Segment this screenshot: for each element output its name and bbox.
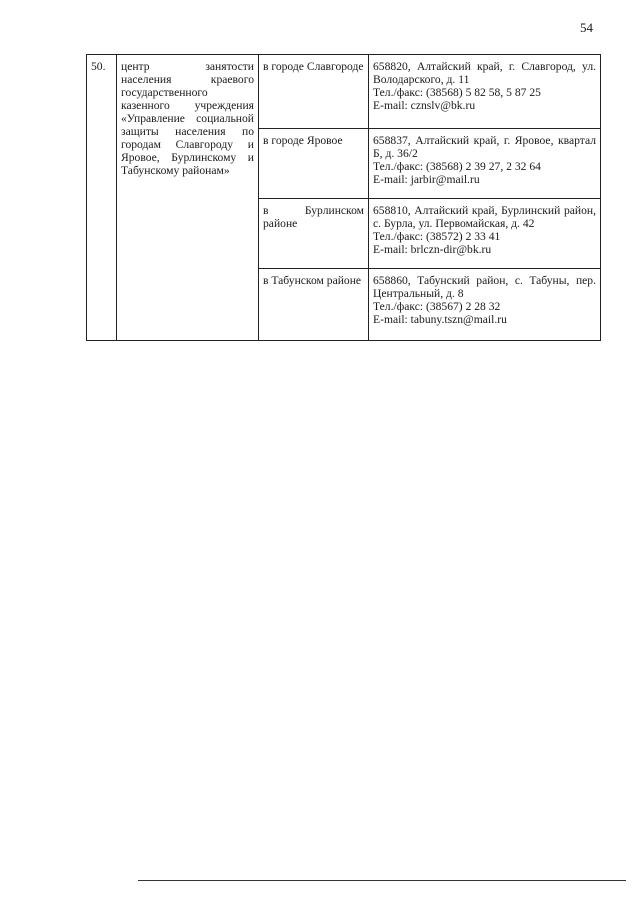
- organization-name-cell: центр занятости населения краевого государственного казенного учреждения «Управление социальной защиты населения по городам Славгороду и Яровое, Бурлинскому и Табунскому районам»: [117, 55, 259, 341]
- office-email: E-mail: tabuny.tszn@mail.ru: [373, 313, 507, 326]
- office-address: 658820, Алтайский край, г. Славгород, ул. Володарского, д. 11: [373, 60, 596, 86]
- office-location-cell: в городе Славгороде: [259, 55, 369, 129]
- office-address: 658860, Табунский район, с. Табуны, пер. Центральный, д. 8: [373, 274, 596, 300]
- row-number-cell: 50.: [87, 55, 117, 341]
- office-address: 658810, Алтайский край, Бурлинский район, с. Бурла, ул. Первомайская, д. 42: [373, 204, 596, 230]
- office-location-cell: в городе Яровое: [259, 129, 369, 199]
- page-number: 54: [580, 20, 593, 35]
- office-location-cell: в Бурлинском районе: [259, 199, 369, 269]
- office-contacts-cell: [369, 55, 601, 129]
- office-phone: Тел./факс: (38568) 2 39 27, 2 32 64: [373, 160, 541, 173]
- office-contacts-cell: [369, 129, 601, 199]
- office-contacts-cell: [369, 199, 601, 269]
- contacts-table: [86, 54, 601, 341]
- table-row: [87, 55, 601, 129]
- office-address: 658837, Алтайский край, г. Яровое, квартал Б, д. 36/2: [373, 134, 596, 160]
- office-location-cell: в Табунском районе: [259, 269, 369, 341]
- office-contacts-cell: [369, 269, 601, 341]
- bottom-scan-line: [138, 880, 626, 881]
- office-email: E-mail: jarbir@mail.ru: [373, 173, 480, 186]
- office-email: E-mail: brlczn-dir@bk.ru: [373, 243, 492, 256]
- office-phone: Тел./факс: (38572) 2 33 41: [373, 230, 501, 243]
- office-phone: Тел./факс: (38567) 2 28 32: [373, 300, 501, 313]
- office-email: E-mail: cznslv@bk.ru: [373, 99, 476, 112]
- office-phone: Тел./факс: (38568) 5 82 58, 5 87 25: [373, 86, 541, 99]
